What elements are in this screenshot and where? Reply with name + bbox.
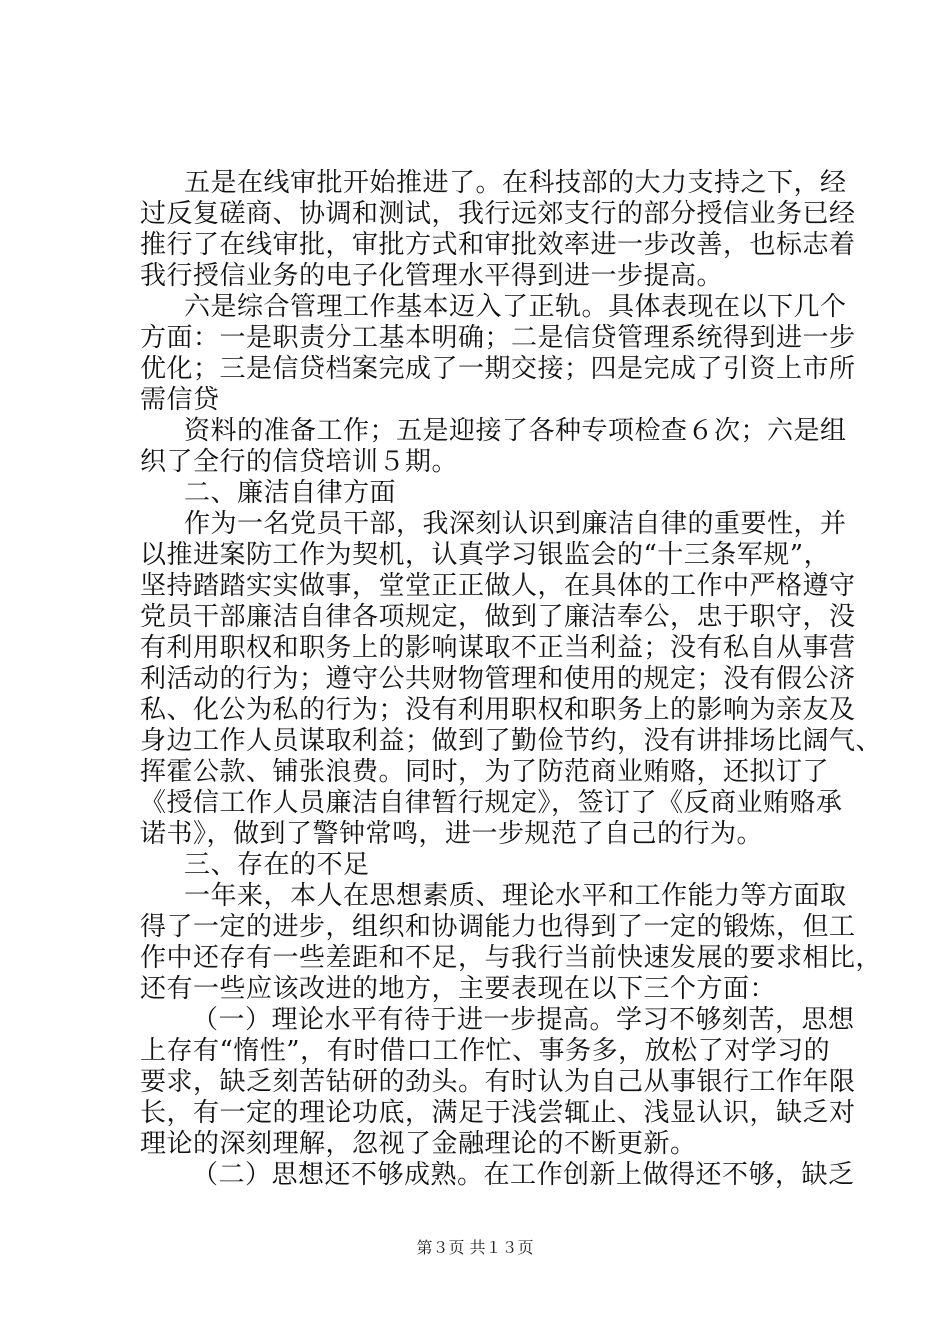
text-line: 需信贷: [140, 385, 220, 415]
text-line: 六是综合管理工作基本迈入了正轨。具体表现在以下几个: [184, 292, 847, 322]
text-line: （二）思想还不够成熟。在工作创新上做得还不够，缺乏: [192, 1160, 855, 1190]
text-line: 还有一些应该改进的地方，主要表现在以下三个方面：: [140, 974, 777, 1004]
text-line: 作为一名党员干部，我深刻认识到廉洁自律的重要性，并: [184, 509, 847, 539]
text-line: 诺书》，做到了警钟常鸣，进一步规范了自己的行为。: [140, 819, 764, 849]
text-line: （一）理论水平有待于进一步提高。学习不够刻苦，思想: [192, 1005, 855, 1035]
text-line: 一年来，本人在思想素质、理论水平和工作能力等方面取: [184, 881, 847, 911]
text-line: 作中还存有一些差距和不足，与我行当前快速发展的要求相比，: [140, 943, 883, 973]
text-line: 优化；三是信贷档案完成了一期交接；四是完成了引资上市所: [140, 354, 856, 384]
text-line: 长，有一定的理论功底，满足于浅尝辄止、浅显认识，缺乏对: [140, 1098, 856, 1128]
text-line: 要求，缺乏刻苦钻研的劲头。有时认为自己从事银行工作年限: [140, 1067, 856, 1097]
text-line: 五是在线审批开始推进了。在科技部的大力支持之下，经: [184, 168, 847, 198]
text-line: 理论的深刻理解，忽视了金融理论的不断更新。: [140, 1129, 697, 1159]
text-line: 织了全行的信贷培训５期。: [140, 447, 459, 477]
text-line: 挥霍公款、铺张浪费。同时，为了防范商业贿赂，还拟订了: [140, 757, 830, 787]
text-line: 方面：一是职责分工基本明确；二是信贷管理系统得到进一步: [140, 323, 856, 353]
text-line: 以推进案防工作为契机，认真学习银监会的“十三条军规”，: [140, 540, 831, 570]
text-line: 坚持踏踏实实做事，堂堂正正做人，在具体的工作中严格遵守: [140, 571, 856, 601]
text-line: 上存有“惰性”，有时借口工作忙、事务多，放松了对学习的: [140, 1036, 831, 1066]
text-line: 得了一定的进步，组织和协调能力也得到了一定的锻炼，但工: [140, 912, 856, 942]
text-line: 资料的准备工作；五是迎接了各种专项检查６次；六是组: [184, 416, 847, 446]
text-line: 党员干部廉洁自律各项规定，做到了廉洁奉公，忠于职守，没: [140, 602, 856, 632]
text-line: 身边工作人员谋取利益；做到了勤俭节约，没有讲排场比阔气、: [140, 726, 883, 756]
page-footer: 第３页 共１３页: [416, 1238, 534, 1257]
text-line: 过反复磋商、协调和测试，我行远郊支行的部分授信业务已经: [140, 199, 856, 229]
text-line: 二、廉洁自律方面: [184, 478, 397, 508]
text-line: 利活动的行为；遵守公共财物管理和使用的规定；没有假公济: [140, 664, 856, 694]
text-line: 三、存在的不足: [184, 850, 370, 880]
text-line: 推行了在线审批，审批方式和审批效率进一步改善，也标志着: [140, 230, 856, 260]
document-body: [140, 168, 883, 1191]
text-line: 我行授信业务的电子化管理水平得到进一步提高。: [140, 261, 724, 291]
text-line: 《授信工作人员廉洁自律暂行规定》，签订了《反商业贿赂承: [140, 788, 843, 818]
text-line: 有利用职权和职务上的影响谋取不正当利益；没有私自从事营: [140, 633, 856, 663]
text-line: 私、化公为私的行为；没有利用职权和职务上的影响为亲友及: [140, 695, 856, 725]
